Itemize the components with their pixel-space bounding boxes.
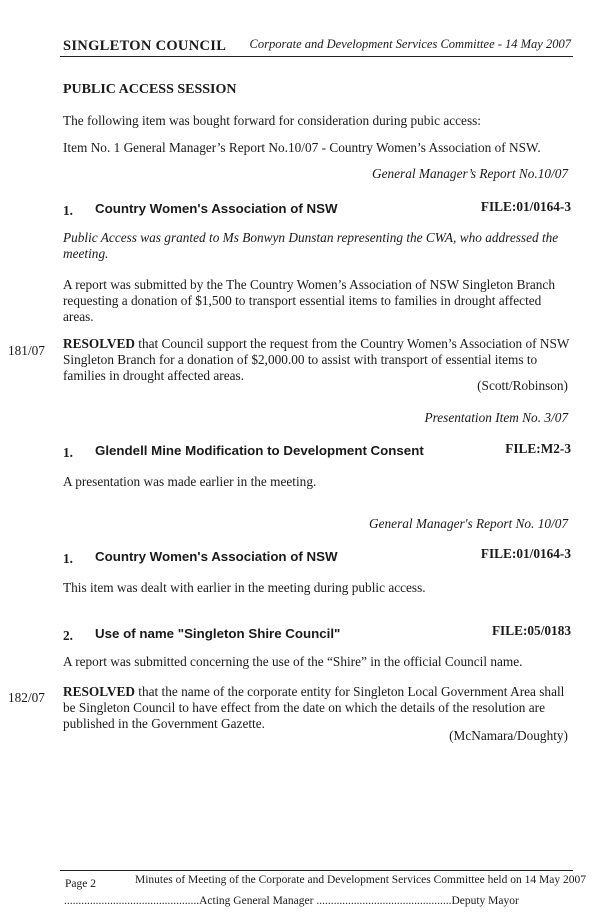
- file-reference: FILE:05/0183: [491, 623, 571, 638]
- resolution-text: [63, 336, 571, 384]
- resolution-text: [63, 684, 571, 732]
- report-text: A report was submitted concerning the use of the “Shire” in the official Council name.: [63, 654, 523, 669]
- item-number: 1.: [63, 203, 73, 218]
- movers: (Scott/Robinson): [477, 378, 568, 393]
- signature-dots: ...............................................: [316, 895, 452, 907]
- intro-item: Item No. 1 General Manager’s Report No.10/07 - Country Women’s Association of NSW.: [63, 140, 541, 155]
- header-committee-date: Corporate and Development Services Committee - 14 May 2007: [249, 37, 571, 51]
- presentation-reference: Presentation Item No. 3/07: [424, 410, 568, 425]
- deputy-mayor-label: Deputy Mayor: [451, 895, 519, 907]
- item-text: This item was dealt with earlier in the meeting during public access.: [63, 580, 426, 595]
- signature-line: [64, 895, 519, 907]
- gm-report-reference: General Manager's Report No. 10/07: [369, 516, 568, 531]
- signature-dots: ...............................................: [64, 895, 200, 907]
- file-reference: FILE:M2-3: [505, 441, 571, 456]
- intro-text: The following item was bought forward for consideration during pubic access:: [63, 113, 482, 128]
- public-access-note: Public Access was granted to Ms Bonwyn Dunstan representing the CWA, who addressed the meeting.: [63, 230, 559, 261]
- minute-number: 181/07: [8, 343, 45, 358]
- gm-report-reference: General Manager’s Report No.10/07: [372, 166, 568, 181]
- acting-general-manager-label: Acting General Manager: [199, 895, 314, 907]
- file-reference: FILE:01/0164-3: [480, 199, 571, 214]
- footer-divider: [60, 870, 573, 871]
- movers: (McNamara/Doughty): [449, 728, 568, 743]
- item-number: 1.: [63, 445, 73, 460]
- page-number: Page 2: [65, 878, 96, 890]
- resolution-body: that the name of the corporate entity for Singleton Local Government Area shall be Singleton Council to have effect from the date on which the details of the resolution are published in the Government Gazette.: [63, 684, 565, 731]
- item-title: Use of name "Singleton Shire Council": [95, 626, 341, 641]
- header-divider: [60, 56, 573, 57]
- resolution-body: that Council support the request from the Country Women’s Association of NSW Singleton Branch for a donation of $2,000.00 to assist with transport of essential items to families in drought affected areas.: [63, 336, 570, 383]
- file-reference: FILE:01/0164-3: [480, 546, 571, 561]
- item-number: 1.: [63, 551, 73, 566]
- item-number: 2.: [63, 628, 73, 643]
- report-text: A report was submitted by the The Country Women’s Association of NSW Singleton Branch requesting a donation of $1,500 to transport essential items to families in drought affected areas.: [63, 277, 555, 324]
- presentation-text: A presentation was made earlier in the meeting.: [63, 474, 317, 489]
- header-council-name: SINGLETON COUNCIL: [63, 38, 227, 54]
- item-title: Country Women's Association of NSW: [95, 201, 338, 216]
- item-title: Country Women's Association of NSW: [95, 549, 338, 564]
- section-title: PUBLIC ACCESS SESSION: [63, 82, 237, 97]
- resolved-word: RESOLVED: [63, 684, 135, 699]
- resolved-word: RESOLVED: [63, 336, 135, 351]
- item-title: Glendell Mine Modification to Development Consent: [95, 443, 424, 458]
- footer-title: Minutes of Meeting of the Corporate and Development Services Committee held on 14 May 2007: [135, 874, 586, 886]
- minute-number: 182/07: [8, 690, 45, 705]
